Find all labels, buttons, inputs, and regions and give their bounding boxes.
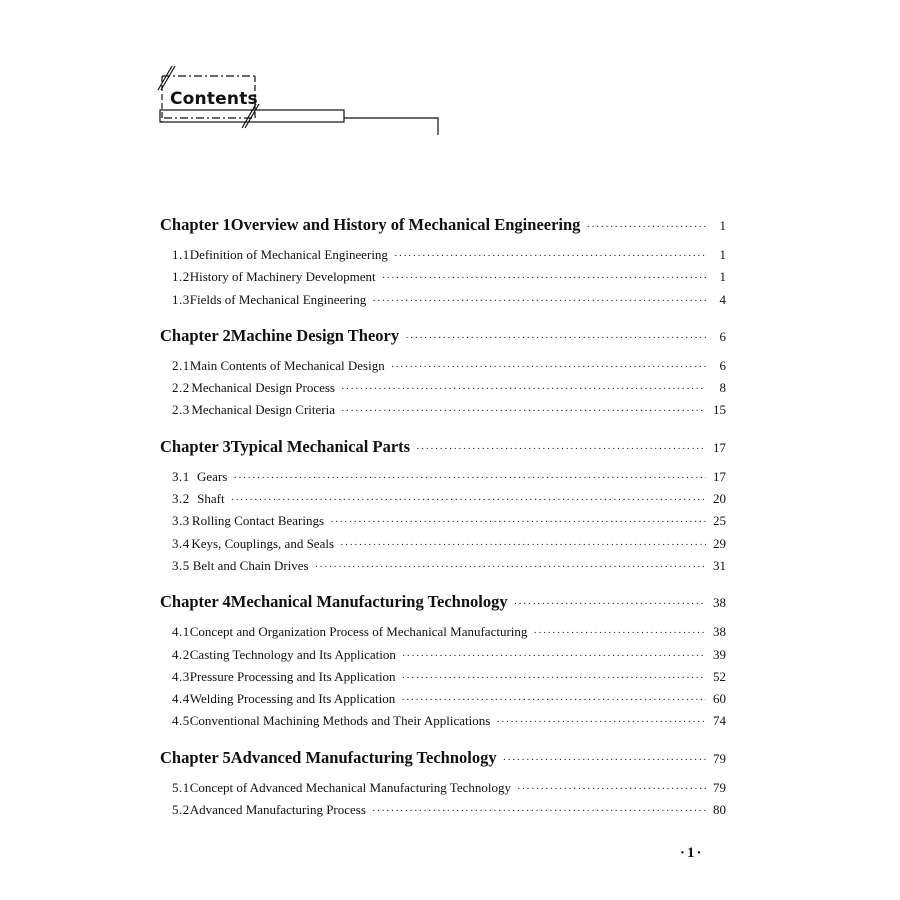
section-number: 3.4 <box>172 535 190 551</box>
chapter-title: Overview and History of Mechanical Engineering <box>230 215 581 234</box>
section-title: Mechanical Design Process <box>191 380 335 396</box>
toc-section-entry[interactable] <box>172 555 726 577</box>
section-title: Casting Technology and Its Application <box>189 646 396 662</box>
section-title: Welding Processing and Its Application <box>189 691 396 707</box>
section-page-number: 17 <box>713 468 726 484</box>
toc-section-entry[interactable] <box>172 399 726 421</box>
dot-leader <box>586 210 706 242</box>
dot-leader <box>416 432 706 464</box>
dot-leader <box>340 533 706 556</box>
section-title: Fields of Mechanical Engineering <box>189 291 367 307</box>
section-title: Shaft <box>197 491 225 507</box>
chapter-number: Chapter 1 <box>160 215 231 234</box>
toc-section-entry[interactable] <box>172 488 726 510</box>
chapter-title: Mechanical Manufacturing Technology <box>230 592 508 612</box>
toc-chapter-entry[interactable] <box>160 743 726 773</box>
dot-leader <box>372 799 706 822</box>
chapter-title: Advanced Manufacturing Technology <box>230 747 497 767</box>
section-page-number: 29 <box>713 535 726 551</box>
dot-leader <box>503 743 706 775</box>
section-number: 2.2 <box>172 380 190 396</box>
dot-leader <box>401 688 706 711</box>
chapter-page-number: 38 <box>713 595 726 611</box>
section-number: 4.1 <box>172 624 190 640</box>
toc-section-entry[interactable] <box>172 688 726 710</box>
section-title: Pressure Processing and Its Application <box>189 668 396 684</box>
chapter-number: Chapter 4 <box>160 592 231 612</box>
dot-leader <box>405 321 706 353</box>
section-page-number: 1 <box>719 269 726 285</box>
page-number: ·1· <box>680 845 704 861</box>
dot-leader <box>231 488 706 511</box>
chapter-title: Machine Design Theory <box>230 325 400 345</box>
toc-section-entry[interactable] <box>172 710 726 732</box>
dot-leader <box>496 710 706 733</box>
section-page-number: 79 <box>713 779 726 795</box>
dot-leader <box>533 621 706 644</box>
toc-section-entry[interactable] <box>172 377 726 399</box>
section-page-number: 74 <box>713 713 726 729</box>
section-number: 4.3 <box>172 668 190 684</box>
section-title: Mechanical Design Criteria <box>191 402 335 418</box>
toc-section-entry[interactable] <box>172 289 726 311</box>
toc-section-entry[interactable] <box>172 533 726 555</box>
dot-leader <box>382 266 706 289</box>
dot-leader <box>402 644 706 667</box>
section-list <box>160 244 726 311</box>
dot-leader <box>315 555 706 578</box>
section-page-number: 39 <box>713 646 726 662</box>
contents-title: Contents <box>170 89 258 109</box>
section-number: 1.3 <box>172 291 190 307</box>
section-number: 4.5 <box>172 713 190 729</box>
toc-section-entry[interactable] <box>172 799 726 821</box>
section-list <box>160 355 726 422</box>
section-page-number: 1 <box>719 247 726 262</box>
section-page-number: 20 <box>713 491 726 507</box>
section-number: 4.2 <box>172 646 190 662</box>
chapter-page-number: 6 <box>719 328 726 344</box>
chapter-number: Chapter 3 <box>160 436 231 456</box>
toc-chapter-entry[interactable] <box>160 210 726 240</box>
section-page-number: 8 <box>719 380 726 396</box>
section-page-number: 60 <box>713 691 726 707</box>
section-number: 2.3 <box>172 402 190 418</box>
section-page-number: 52 <box>713 668 726 684</box>
section-title: Belt and Chain Drives <box>192 557 309 573</box>
toc-section-entry[interactable] <box>172 777 726 799</box>
section-title: Definition of Mechanical Engineering <box>189 247 388 262</box>
section-number: 2.1 <box>172 357 190 373</box>
dot-leader <box>341 377 706 400</box>
section-number: 1.2 <box>172 269 190 285</box>
toc-section-entry[interactable] <box>172 466 726 488</box>
toc-section-entry[interactable] <box>172 244 726 266</box>
toc-section-entry[interactable] <box>172 666 726 688</box>
chapter-page-number: 79 <box>713 750 726 766</box>
section-number: 5.2 <box>172 802 190 818</box>
dot-leader <box>372 289 706 312</box>
toc-chapter-entry[interactable] <box>160 587 726 617</box>
toc-section-entry[interactable] <box>172 621 726 643</box>
section-number: 3.3 <box>172 513 190 529</box>
section-title: History of Machinery Development <box>189 269 376 285</box>
section-page-number: 4 <box>719 291 726 307</box>
toc-section-entry[interactable] <box>172 644 726 666</box>
chapter-number: Chapter 2 <box>160 325 231 345</box>
section-title: Main Contents of Mechanical Design <box>189 357 385 373</box>
toc-chapter-entry[interactable] <box>160 321 726 351</box>
section-title: Advanced Manufacturing Process <box>189 802 366 818</box>
section-page-number: 6 <box>719 357 726 373</box>
section-page-number: 31 <box>713 557 726 573</box>
chapter-number: Chapter 5 <box>160 747 231 767</box>
section-title: Conventional Machining Methods and Their Applications <box>189 713 491 729</box>
section-number: 3.2 <box>172 491 190 507</box>
section-number: 5.1 <box>172 779 190 795</box>
chapter-title: Typical Mechanical Parts <box>230 436 411 456</box>
dot-leader <box>330 510 706 533</box>
toc-section-entry[interactable] <box>172 355 726 377</box>
toc-section-entry[interactable] <box>172 266 726 288</box>
section-list <box>160 621 726 732</box>
section-title: Concept and Organization Process of Mechanical Manufacturing <box>189 624 528 640</box>
section-title: Concept of Advanced Mechanical Manufacturing Technology <box>189 779 511 795</box>
toc-chapter-entry[interactable] <box>160 432 726 462</box>
section-title: Rolling Contact Bearings <box>191 513 325 529</box>
section-title: Keys, Couplings, and Seals <box>191 535 335 551</box>
dot-leader <box>517 777 706 800</box>
chapter-page-number: 17 <box>713 439 726 455</box>
dot-leader <box>514 587 706 619</box>
section-list <box>160 466 726 577</box>
chapter-page-number: 1 <box>719 218 726 233</box>
toc-section-entry[interactable] <box>172 510 726 532</box>
dot-leader <box>402 666 706 689</box>
dot-leader <box>341 399 706 422</box>
section-list <box>160 777 726 822</box>
section-title: Gears <box>197 468 228 484</box>
section-page-number: 15 <box>713 402 726 418</box>
dot-leader <box>391 355 706 378</box>
section-number: 4.4 <box>172 691 190 707</box>
section-number: 1.1 <box>172 247 190 262</box>
section-page-number: 38 <box>713 624 726 640</box>
section-page-number: 25 <box>713 513 726 529</box>
table-of-contents <box>160 210 726 831</box>
dot-leader <box>394 244 706 267</box>
section-number: 3.1 <box>172 468 190 484</box>
dot-leader <box>233 466 706 489</box>
section-number: 3.5 <box>172 557 190 573</box>
section-page-number: 80 <box>713 802 726 818</box>
